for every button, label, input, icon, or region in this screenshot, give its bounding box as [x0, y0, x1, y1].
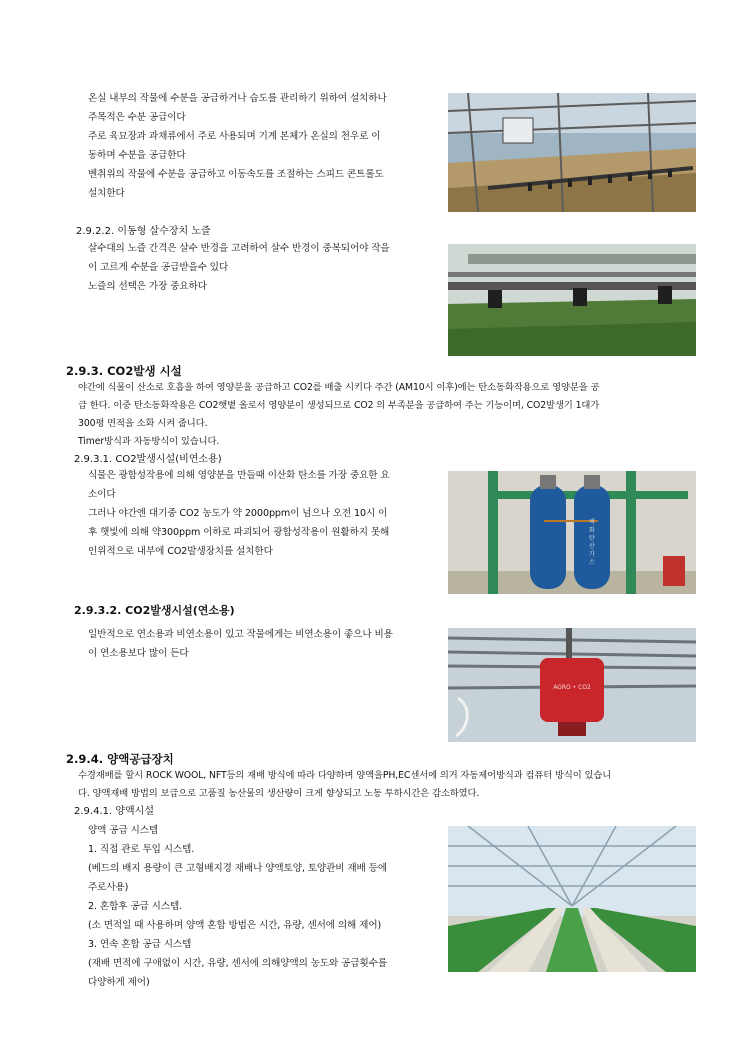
paragraph-nutrient-systems: [88, 821, 438, 992]
text-line: 소이다: [88, 489, 116, 500]
photo-greenhouse-hydroponics: [448, 826, 696, 972]
text-line: 주목적은 수분 공급이다: [88, 112, 186, 123]
text-line: 식물은 광합성작용에 의해 영양분을 만들때 이산화 탄소를 가장 중요한 요: [88, 470, 390, 481]
text-line: (소 면적일 때 사용하며 양액 혼합 방법은 시간, 유량, 센서에 의해 제어): [88, 920, 382, 931]
text-line: 노즐의 선택은 가장 중요하다: [88, 281, 207, 292]
text-line: 살수대의 노즐 간격은 살수 반경을 고려하여 살수 반경이 중복되어야 작을: [88, 243, 390, 254]
heading-293: 2.9.3. CO2발생 시설: [66, 364, 182, 378]
text-line: 인위적으로 내부에 CO2발생장치를 설치한다: [88, 546, 273, 557]
text-line: 300평 면적을 소화 시켜 줍니다.: [78, 418, 208, 429]
text-line: (베드의 배지 용량이 큰 고형배지경 재배나 양액토양, 토양관비 재배 등에: [88, 863, 387, 874]
paragraph-co2-noncombustion: [88, 466, 438, 561]
paragraph-co2-combustion: [88, 625, 438, 663]
heading-2931: 2.9.3.1. CO2발생시설(비연소용): [74, 454, 222, 465]
paragraph-sprinkler-intro: [88, 89, 438, 203]
paragraph-nutrient: [78, 767, 718, 803]
heading-294: 2.9.4. 양액공급장치: [66, 752, 174, 766]
text-line: 벤취위의 작물에 수분을 공급하고 이동속도를 조절하는 스피드 콘트롤도: [88, 169, 384, 180]
heading-2932: 2.9.3.2. CO2발생시설(연소용): [74, 604, 235, 617]
text-line: 이 연소용보다 많이 든다: [88, 648, 189, 659]
text-line: 3. 연속 혼합 공급 시스템: [88, 939, 192, 950]
photo-moving-sprinkler: [448, 93, 696, 212]
text-line: 양액 공급 시스템: [88, 825, 159, 836]
paragraph-nozzle: [88, 239, 438, 296]
text-line: 야간에 식물이 산소로 호흡을 하여 영양분을 공급하고 CO2를 배출 시키다 주간 (AM10시 이후)에는 탄소동화작용으로 영양분을 공: [78, 382, 600, 393]
generator-label: AGRO • CO2: [553, 684, 591, 691]
text-line: 주로사용): [88, 882, 129, 893]
text-line: 2. 혼합후 공급 시스템.: [88, 901, 183, 912]
text-line: 다. 양액재배 방법의 보급으로 고품질 농산물의 생산량이 크게 향상되고 노동 투하시간은 감소하였다.: [78, 788, 480, 799]
text-line: (재배 면적에 구애없이 시간, 유량, 센서에 의해양액의 농도와 공급횟수를: [88, 958, 387, 969]
text-line: 그러나 야간엔 대기중 CO2 농도가 약 2000ppm이 넘으나 오전 10시 이: [88, 508, 388, 519]
photo-co2-cylinders: [448, 471, 696, 594]
heading-2941: 2.9.4.1. 양액시설: [74, 806, 154, 817]
text-line: 이 고르게 수분을 공급받을수 있다: [88, 262, 229, 273]
text-line: 동하며 수분을 공급한다: [88, 150, 186, 161]
text-line: Timer방식과 자동방식이 있습니다.: [78, 436, 220, 447]
heading-2922: 2.9.2.2. 이동형 살수장치 노즐: [76, 226, 211, 237]
cylinder-label: 액화탄산가스: [589, 519, 595, 566]
text-line: 주로 육묘장과 과채류에서 주로 사용되며 기계 본체가 온실의 천우로 이: [88, 131, 381, 142]
text-line: 온실 내부의 작물에 수분을 공급하거나 습도를 관리하기 위하여 설치하나: [88, 93, 387, 104]
photo-nozzle: [448, 244, 696, 356]
text-line: 1. 직접 관로 투입 시스템.: [88, 844, 195, 855]
text-line: 수경재배를 할시 ROCK WOOL, NFT등의 재배 방식에 따라 다양하며 양액을PH,EC센서에 의거 자동제어방식과 컴퓨터 방식이 있습니: [78, 770, 612, 781]
text-line: 설치한다: [88, 188, 125, 199]
text-line: 일반적으로 연소용과 비연소용이 있고 작물에게는 비연소용이 좋으나 비용: [88, 629, 393, 640]
photo-co2-generator: [448, 628, 696, 742]
paragraph-co2: [78, 379, 718, 451]
text-line: 다양하게 제어): [88, 977, 150, 988]
text-line: 후 햇빛에 의해 약300ppm 이하로 파괴되어 광합성작용이 원활하지 못해: [88, 527, 390, 538]
text-line: 급 한다. 이중 탄소동화작용은 CO2햇볕 올로서 영양분이 생성되므로 CO2 의 부족분을 공급하여 주는 기능이며, CO2발생기 1대가: [78, 400, 600, 411]
